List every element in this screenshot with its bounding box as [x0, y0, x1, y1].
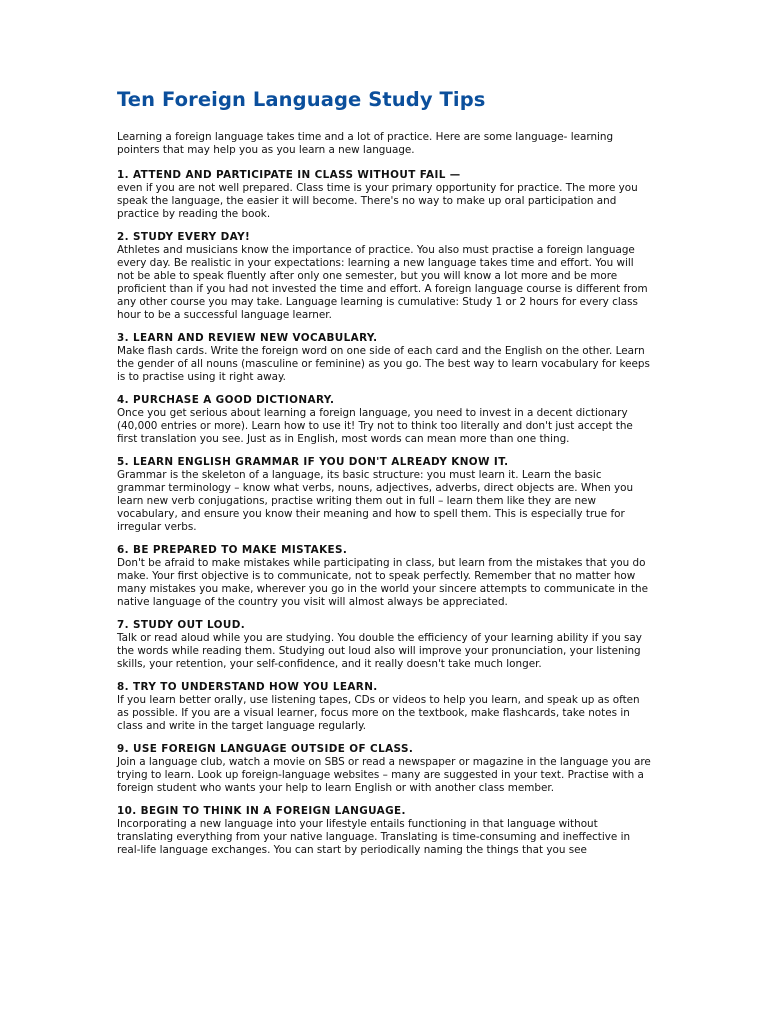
tip-5: [117, 456, 651, 534]
tip-heading: 2. STUDY EVERY DAY!: [117, 231, 251, 243]
tip-body: Once you get serious about learning a foreign language, you need to invest in a decent dictionary (40,000 entries or more). Learn how to use it! Try not to think too literally and don't just accept the first translation you see. Just as in English, most words can mean more than one thing.: [117, 407, 633, 445]
tip-heading: 8. TRY TO UNDERSTAND HOW YOU LEARN.: [117, 681, 378, 693]
tip-7: [117, 619, 651, 671]
tip-body: Grammar is the skeleton of a language, its basic structure: you must learn it. Learn the basic grammar terminology – know what verbs, nouns, adjectives, adverbs, direct objects are. When you learn new verb conjugations, practise writing them out in full – learn them like they are new vocabulary, and ensure you know their meaning and how to spell them. This is especially true for irregular verbs.: [117, 469, 634, 533]
tip-2: [117, 231, 651, 322]
tip-3: [117, 332, 651, 384]
tip-6: [117, 544, 651, 609]
tip-heading: 5. LEARN ENGLISH GRAMMAR IF YOU DON'T ALREADY KNOW IT.: [117, 456, 509, 468]
tip-body: Athletes and musicians know the importance of practice. You also must practise a foreign language every day. Be realistic in your expectations: learning a new language takes time and effort. You will not be able to speak fluently after only one semester, but you will know a lot more and be more proficient than if you had not invested the time and effort. A foreign language course is different from any other course you may take. Language learning is cumulative: Study 1 or 2 hours for every class hour to be a successful language learner.: [117, 244, 648, 321]
tip-body: If you learn better orally, use listening tapes, CDs or videos to help you learn, and speak up as often as possible. If you are a visual learner, focus more on the textbook, make flashcards, take notes in class and write in the target language regularly.: [117, 694, 640, 732]
tip-body: Incorporating a new language into your lifestyle entails functioning in that language without translating everything from your native language. Translating is time-consuming and ineffective in real-life language exchanges. You can start by periodically naming the things that you see: [117, 818, 631, 856]
tip-body: Make flash cards. Write the foreign word on one side of each card and the English on the other. Learn the gender of all nouns (masculine or feminine) as you go. The best way to learn vocabulary for keeps is to practise using it right away.: [117, 345, 650, 383]
tip-heading: 6. BE PREPARED TO MAKE MISTAKES.: [117, 544, 348, 556]
tip-8: [117, 681, 651, 733]
tip-heading: 4. PURCHASE A GOOD DICTIONARY.: [117, 394, 335, 406]
tip-heading: 7. STUDY OUT LOUD.: [117, 619, 246, 631]
tip-body: Don't be afraid to make mistakes while participating in class, but learn from the mistakes that you do make. Your first objective is to communicate, not to speak perfectly. Remember that no matter how many mistakes you make, wherever you go in the world your sincere attempts to communicate in the native language of the country you visit will almost always be appreciated.: [117, 557, 648, 608]
intro-paragraph: Learning a foreign language takes time and a lot of practice. Here are some language- learning pointers that may help you as you learn a new language.: [117, 131, 614, 156]
tip-body: Talk or read aloud while you are studying. You double the efficiency of your learning ability if you say the words while reading them. Studying out loud also will improve your pronunciation, your listening skills, your retention, your self-confidence, and it really doesn't take much longer.: [117, 632, 642, 670]
document-page: [117, 86, 651, 867]
document-title: Ten Foreign Language Study Tips: [117, 88, 486, 111]
tip-1: [117, 169, 651, 221]
tip-heading: 10. BEGIN TO THINK IN A FOREIGN LANGUAGE.: [117, 805, 406, 817]
tip-4: [117, 394, 651, 446]
tip-9: [117, 743, 651, 795]
tip-heading: 3. LEARN AND REVIEW NEW VOCABULARY.: [117, 332, 378, 344]
tip-body: even if you are not well prepared. Class time is your primary opportunity for practice. The more you speak the language, the easier it will become. There's no way to make up oral participation and practice by reading the book.: [117, 182, 638, 220]
tip-10: [117, 805, 651, 857]
tip-heading: 9. USE FOREIGN LANGUAGE OUTSIDE OF CLASS.: [117, 743, 414, 755]
tip-body: Join a language club, watch a movie on SBS or read a newspaper or magazine in the language you are trying to learn. Look up foreign-language websites – many are suggested in your text. Practise with a foreign student who wants your help to learn English or with another class member.: [117, 756, 651, 794]
tip-heading: 1. ATTEND AND PARTICIPATE IN CLASS WITHOUT FAIL —: [117, 169, 461, 181]
